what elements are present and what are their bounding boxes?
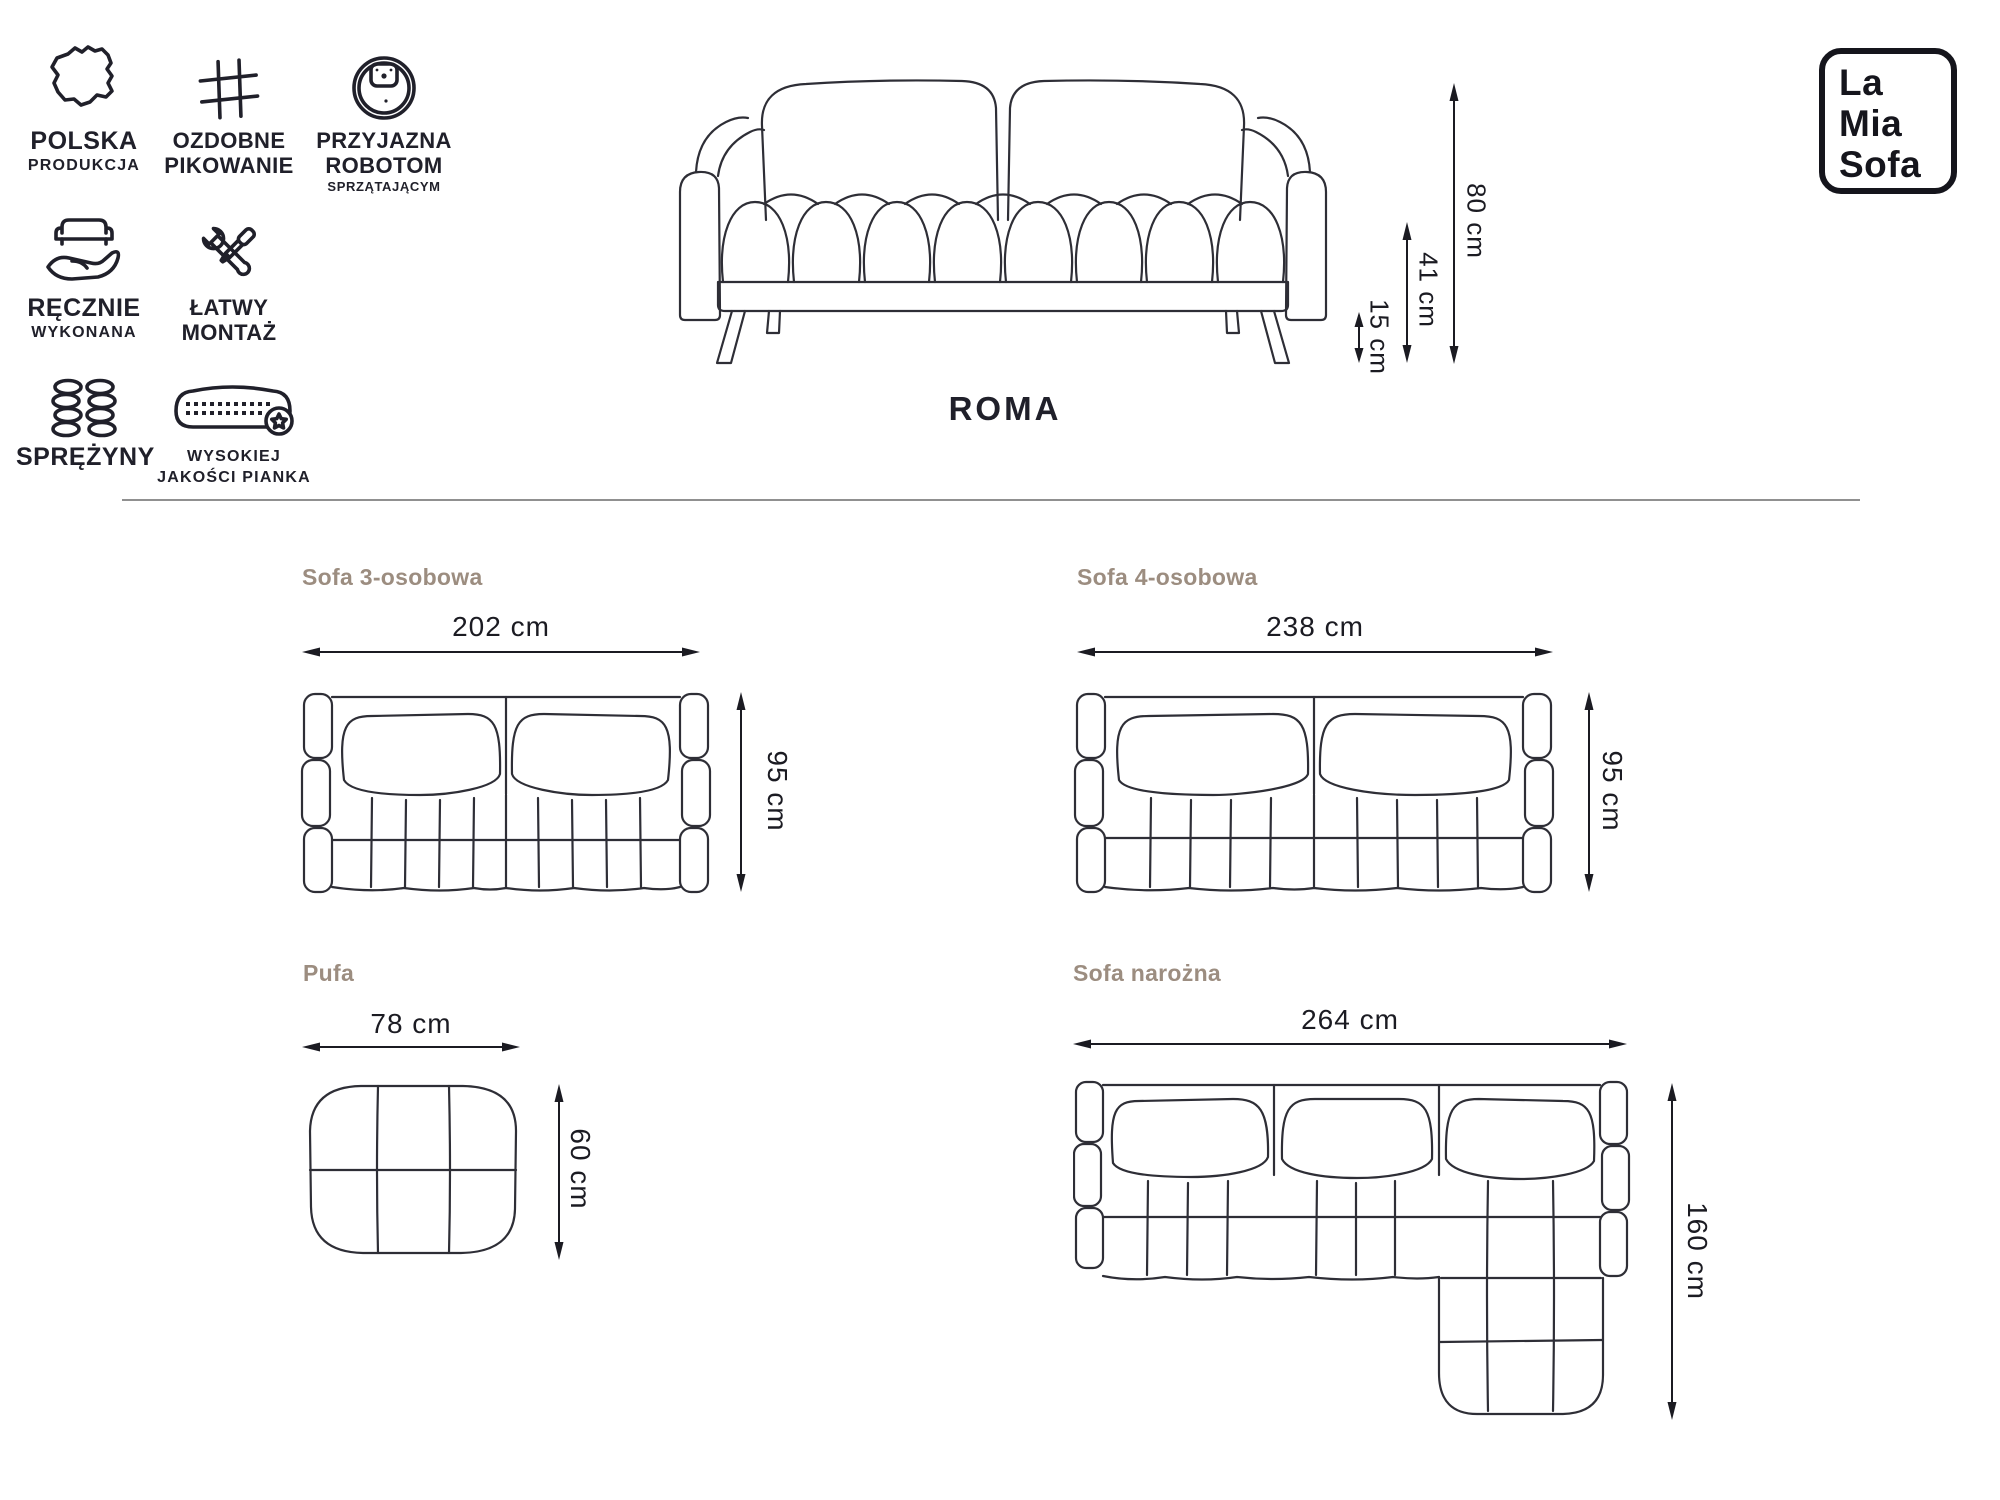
feature-label: ŁATWY xyxy=(189,295,269,320)
quilting-icon xyxy=(158,36,300,122)
feature-sublabel: PIKOWANIE xyxy=(164,153,294,178)
feature-ozdobne-pikowanie xyxy=(158,36,300,178)
feature-latwy-montaz xyxy=(158,203,300,345)
feature-polska-produkcja xyxy=(16,36,152,176)
sofa-4-top-view-drawing xyxy=(1073,688,1555,898)
dim-depth-narozna: 160 cm xyxy=(1682,1202,1713,1300)
dim-width-sofa-4: 238 cm xyxy=(1266,611,1364,642)
dim-arrow-depth-sofa-4 xyxy=(1581,692,1597,892)
dim-arrow-width-sofa-4 xyxy=(1077,644,1553,660)
divider xyxy=(122,499,1860,501)
feature-label: RĘCZNIE xyxy=(27,294,141,322)
variant-title-sofa-3: Sofa 3-osobowa xyxy=(302,564,483,590)
dim-width-pufa: 78 cm xyxy=(370,1008,452,1039)
feature-sprezyny xyxy=(16,374,155,471)
sofa-3-top-view-drawing xyxy=(300,688,712,898)
feature-przyjazna-robotom xyxy=(306,36,462,195)
corner-sofa-top-view-drawing xyxy=(1073,1077,1632,1421)
dim-arrow-width-narozna xyxy=(1073,1036,1627,1052)
dim-arrow-depth-narozna xyxy=(1664,1083,1680,1420)
dim-depth-sofa-4: 95 cm xyxy=(1597,750,1628,832)
feature-sublabel: JAKOŚCI PIANKA xyxy=(157,469,311,486)
variant-title-sofa-4: Sofa 4-osobowa xyxy=(1077,564,1258,590)
dim-leg-height: 15 cm xyxy=(1364,299,1395,375)
sofa-front-view-drawing xyxy=(672,74,1334,366)
tools-icon xyxy=(158,203,300,289)
dim-depth-sofa-3: 95 cm xyxy=(762,750,793,832)
product-title: ROMA xyxy=(948,390,1062,427)
dim-arrow-width-sofa-3 xyxy=(302,644,700,660)
dim-depth-pufa: 60 cm xyxy=(565,1128,596,1210)
feature-label: SPRĘŻYNY xyxy=(16,443,155,471)
dim-total-height: 80 cm xyxy=(1461,183,1492,259)
poland-map-icon xyxy=(16,36,152,122)
feature-label: WYSOKIEJ xyxy=(186,448,282,465)
springs-icon xyxy=(16,374,152,438)
robot-vacuum-icon xyxy=(306,36,462,122)
feature-sublabel: SPRZĄTAJĄCYM xyxy=(327,179,441,194)
dim-arrow-width-pufa xyxy=(302,1039,520,1055)
feature-label: POLSKA xyxy=(30,127,138,155)
dim-seat-height: 41 cm xyxy=(1413,252,1444,328)
foam-icon xyxy=(148,376,320,440)
brand-line: Sofa xyxy=(1839,144,1922,185)
feature-sublabel: MONTAŻ xyxy=(181,320,277,345)
feature-label: PRZYJAZNA xyxy=(316,128,452,153)
feature-wysokiej-jakosci-pianka xyxy=(148,376,320,488)
feature-label2: ROBOTOM xyxy=(325,153,443,178)
feature-recznie-wykonana xyxy=(16,203,152,343)
brand-logo xyxy=(1819,48,1957,194)
feature-sublabel: PRODUKCJA xyxy=(27,157,141,174)
dim-width-sofa-3: 202 cm xyxy=(452,611,550,642)
handmade-icon xyxy=(16,203,152,289)
brand-line: La xyxy=(1839,62,1884,103)
variant-title-narozna: Sofa narożna xyxy=(1073,960,1222,986)
variant-title-pufa: Pufa xyxy=(303,960,355,986)
dim-width-narozna: 264 cm xyxy=(1301,1004,1399,1035)
pufa-top-view-drawing xyxy=(303,1081,524,1259)
feature-label: OZDOBNE xyxy=(172,128,286,153)
dim-arrow-depth-sofa-3 xyxy=(733,692,749,892)
feature-sublabel: WYKONANA xyxy=(31,324,137,341)
brand-line: Mia xyxy=(1839,103,1903,144)
